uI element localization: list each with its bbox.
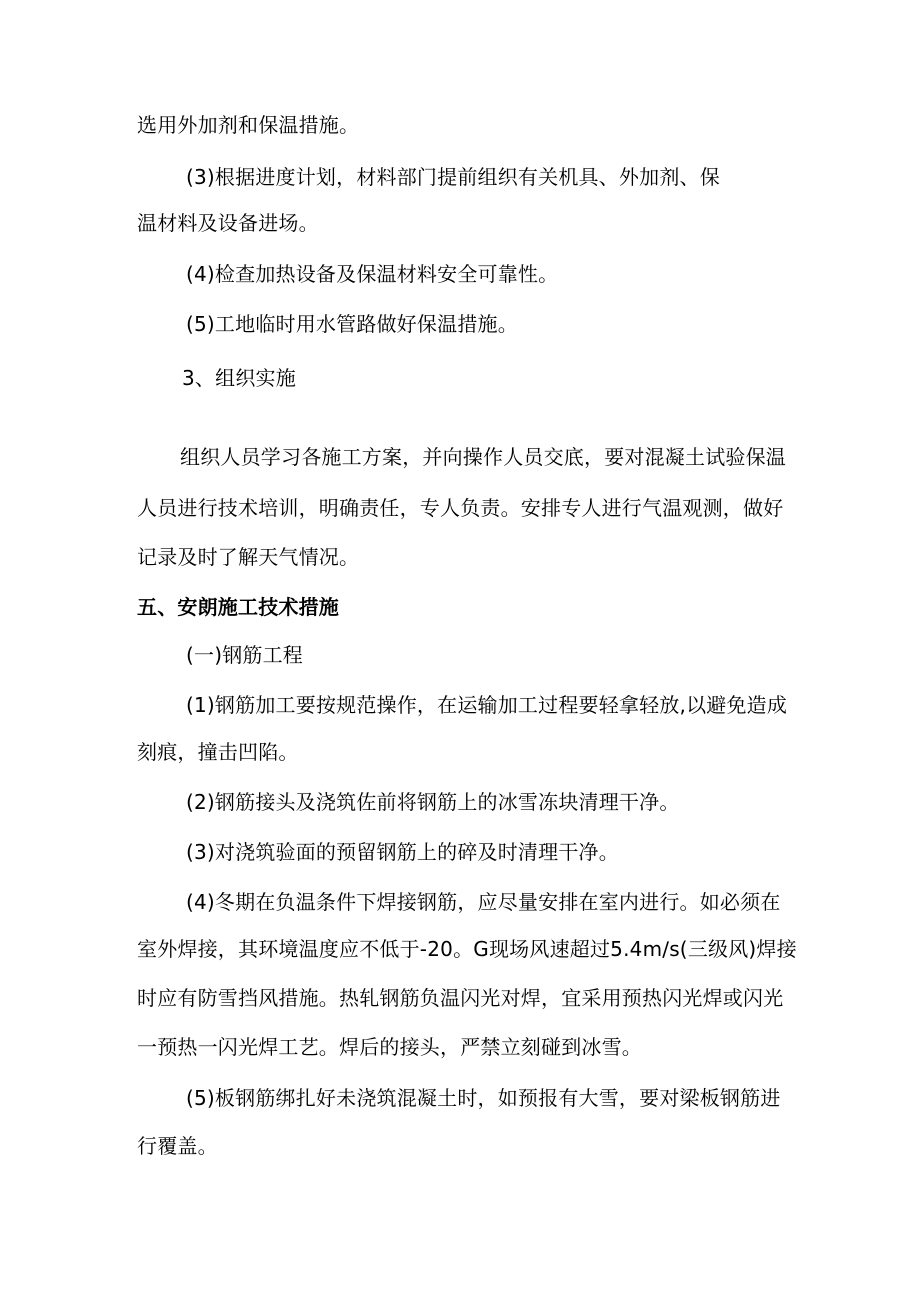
list-item-5: (5)工地临时用水管路做好保温措施。 (186, 312, 518, 336)
paragraph-line: 选用外加剂和保温措施。 (137, 113, 360, 137)
list-item-4-line-1: (4)冬期在负温条件下焊接钢筋，应尽量安排在室内进行。如必须在 (186, 890, 781, 914)
list-item-5-line-2: 行覆盖。 (137, 1134, 218, 1158)
list-item-4-line-2: 室外焊接，其环境温度应不低于-20。G现场风速超过5.4m∕s(三级风)焊接 (137, 937, 797, 961)
list-item-5-line-1: (5)板钢筋绑扎好未浇筑混凝土时，如预报有大雪，要对梁板钢筋进 (186, 1086, 781, 1110)
list-item-1-line-1: (1)钢筋加工要按规范操作，在运输加工过程要轻拿轻放,以避免造成 (186, 693, 788, 717)
list-item-4-line-3: 时应有防雪挡风措施。热轧钢筋负温闪光对焊，宜采用预热闪光焊或闪光 (137, 986, 784, 1010)
paragraph-line: 记录及时了解天气情况。 (137, 545, 360, 569)
paragraph-line: 人员进行技术培训，明确责任，专人负责。安排专人进行气温观测，做好 (137, 496, 784, 520)
chapter-heading: 五、安朗施工技术措施 (137, 595, 339, 619)
list-item-3-line-1: (3)根据进度计划，材料部门提前组织有关机具、外加剂、保 (186, 165, 720, 189)
list-item-4: (4)检查加热设备及保温材料安全可靠性。 (186, 262, 559, 286)
list-item-2: (2)钢筋接头及浇筑佐前将钢筋上的冰雪冻块清理干净。 (186, 790, 680, 814)
subsection-heading: (一)钢筋工程 (186, 643, 304, 667)
list-item-3: (3)对浇筑验面的预留钢筋上的碎及时清理干净。 (186, 840, 619, 864)
section-heading-3: 3、组织实施 (182, 366, 296, 390)
paragraph-line: 组织人员学习各施工方案，并向操作人员交底，要对混凝土试验保温 (180, 445, 786, 469)
list-item-3-line-2: 温材料及设备进场。 (137, 211, 319, 235)
list-item-4-line-4: 一预热一闪光焊工艺。焊后的接头，严禁立刻碰到冰雪。 (137, 1035, 642, 1059)
list-item-1-line-2: 刻痕，撞击凹陷。 (137, 740, 299, 764)
